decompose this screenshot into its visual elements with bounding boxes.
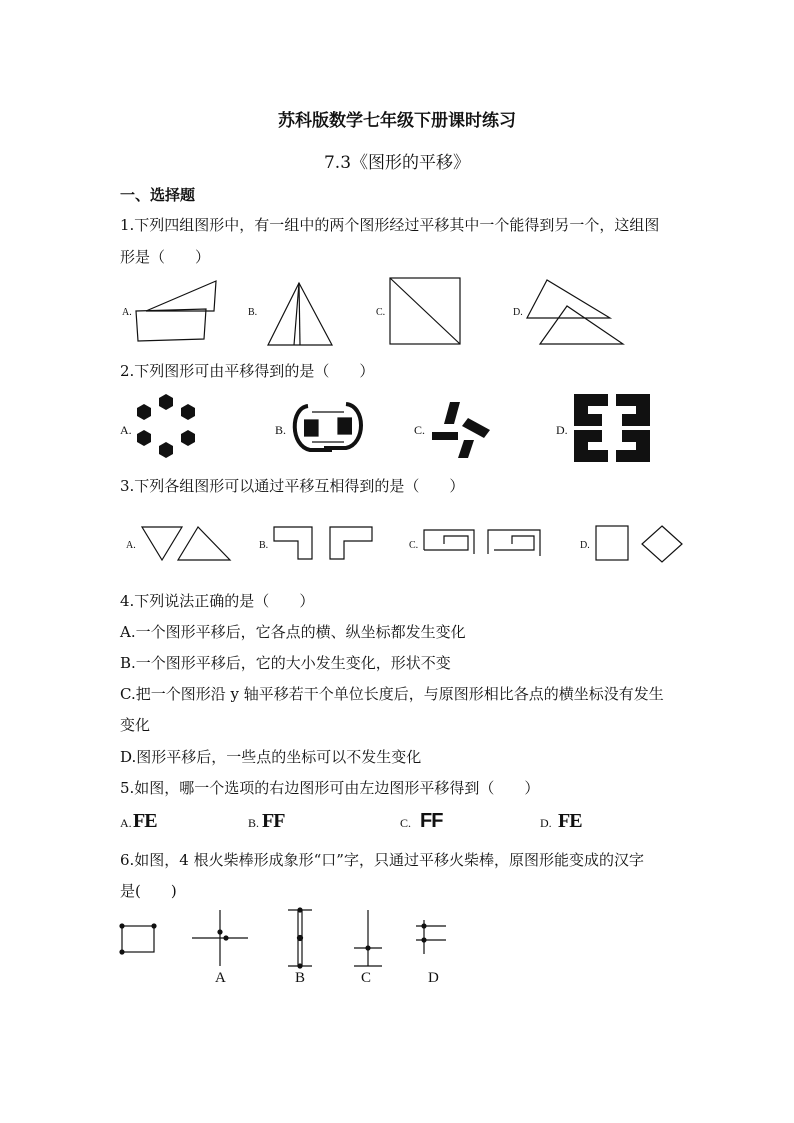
q2-option-a-label: A. (120, 423, 132, 437)
q6-option-d-label: D (428, 970, 439, 986)
q4-text: 4.下列说法正确的是（ ） (120, 592, 315, 610)
q6-text-line2: 是( ) (120, 882, 177, 900)
q5-figure-d: FE (558, 810, 582, 832)
q3-option-b-label: B. (259, 540, 269, 551)
q6-figure-b (284, 908, 316, 968)
q4-option-b: B.一个图形平移后，它的大小发生变化，形状不变 (120, 654, 451, 672)
q6-option-c-label: C (361, 970, 372, 986)
q3-option-c-label: C. (409, 540, 419, 551)
q2-figure-d-pattern (572, 392, 652, 464)
q5-figure-c: FF (420, 810, 443, 832)
q1-figure-d (525, 278, 630, 348)
q5-figure-a: FE (133, 810, 157, 832)
q6-option-b-label: B (295, 970, 306, 986)
q1-text-line2: 形是（ ） (120, 248, 211, 266)
q5-option-a-label: A. (120, 816, 132, 830)
q5-option-b-label: B. (248, 816, 260, 830)
q3-figure-a (140, 524, 235, 564)
page-title: 苏科版数学七年级下册课时练习 (278, 111, 516, 131)
q4-option-c-line1: C.把一个图形沿 y 轴平移若干个单位长度后，与原图形相比各点的横坐标没有发生 (120, 685, 664, 703)
q2-figure-b-rings (288, 398, 368, 458)
q1-figure-b (262, 280, 342, 350)
q3-option-d-label: D. (580, 540, 590, 551)
q1-figure-a (134, 276, 224, 351)
q6-option-a-label: A (215, 970, 226, 986)
q5-option-d-label: D. (540, 816, 552, 830)
page-subtitle: 7.3《图形的平移》 (323, 153, 471, 173)
q3-figure-b (272, 525, 377, 563)
q6-figure-c (352, 908, 384, 968)
q6-figure-d (414, 918, 450, 958)
q2-option-b-label: B. (275, 423, 287, 437)
q2-option-d-label: D. (556, 423, 568, 437)
q3-figure-c (422, 526, 548, 564)
q5-option-c-label: C. (400, 816, 412, 830)
q1-option-d-label: D. (513, 307, 523, 318)
q6-original-square (118, 922, 160, 958)
q1-option-c-label: C. (376, 307, 386, 318)
q2-option-c-label: C. (414, 423, 426, 437)
q5-text: 5.如图，哪一个选项的右边图形可由左边图形平移得到（ ） (120, 779, 540, 797)
q1-text-line1: 1.下列四组图形中，有一组中的两个图形经过平移其中一个能得到另一个，这组图 (120, 216, 660, 234)
q4-option-c-line2: 变化 (120, 716, 151, 734)
q2-figure-a-hexagons (135, 392, 205, 467)
q3-figure-d (594, 524, 689, 564)
q2-text: 2.下列图形可由平移得到的是（ ） (120, 362, 375, 380)
q4-option-a: A.一个图形平移后，它各点的横、纵坐标都发生变化 (120, 623, 466, 641)
q6-figure-a (190, 908, 252, 968)
q1-option-b-label: B. (248, 307, 258, 318)
section-heading: 一、选择题 (120, 186, 196, 204)
q3-text: 3.下列各组图形可以通过平移互相得到的是（ ） (120, 477, 465, 495)
q5-figure-b: FF (262, 810, 285, 832)
q4-option-d: D.图形平移后，一些点的坐标可以不发生变化 (120, 748, 422, 766)
q1-figure-c (388, 276, 463, 348)
q2-figure-c-pinwheel (428, 400, 496, 460)
q3-option-a-label: A. (126, 540, 136, 551)
q6-text-line1: 6.如图，4 根火柴棒形成象形“口”字，只通过平移火柴棒，原图形能变成的汉字 (120, 851, 644, 869)
q1-option-a-label: A. (122, 307, 132, 318)
